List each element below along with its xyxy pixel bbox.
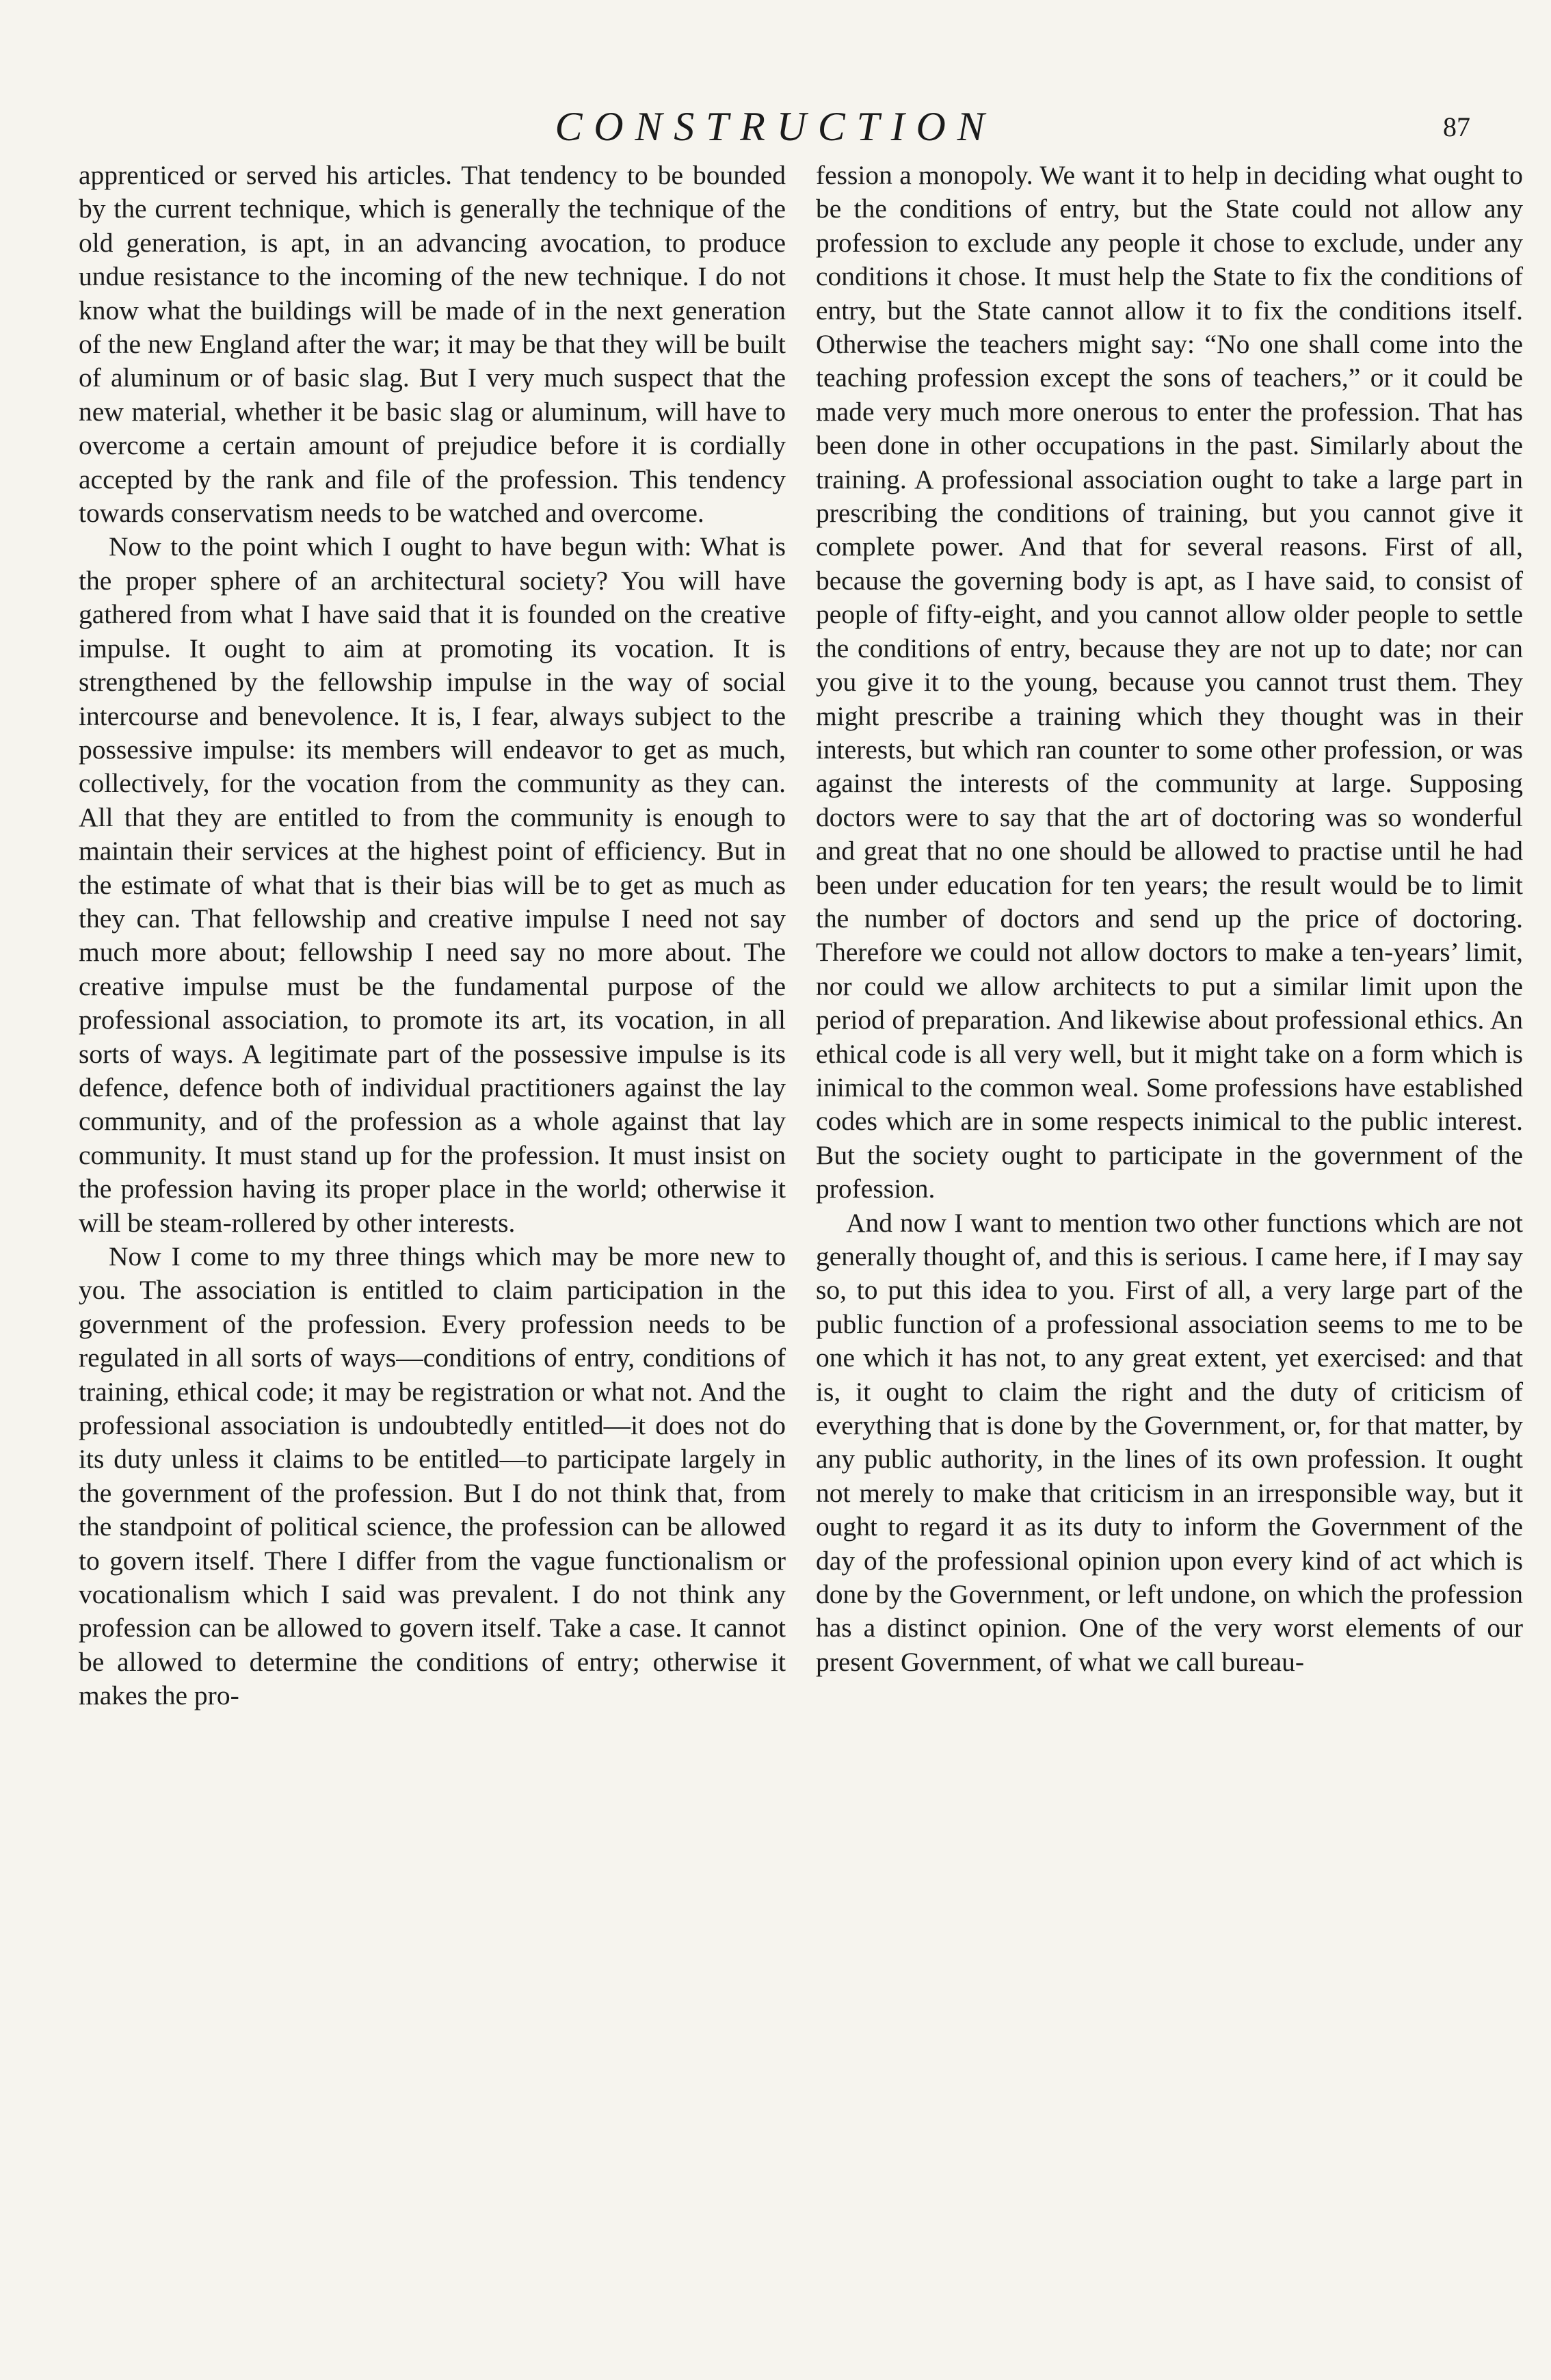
paragraph: fession a monopoly. We want it to help in deciding what ought to be the conditions of entry, but the State could not allow any profession to exclude any people it chose to exclude, under any conditions it chose. It must help the State to fix the conditions of entry, but the State cannot allow it to fix the conditions itself. Otherwise the teachers might say: “No one shall come into the teaching profession except the sons of teachers,” or it could be made very much more onerous to enter the profession. That has been done in other occupations in the past. Similarly about the training. A professional association ought to take a large part in prescribing the conditions of training, but you cannot give it complete power. And that for several reasons. First of all, because the governing body is apt, as I have said, to consist of people of fifty-eight, and you cannot allow older people to settle the conditions of entry, because they are not up to date; nor can you give it to the young, because you cannot trust them. They might prescribe a training which they thought was in their interests, but which ran counter to some other profession, or was against the interests of the community at large. Supposing doctors were to say that the art of doctoring was so wonderful and great that no one should be allowed to practise until he had been under education for ten years; the result would be to limit the number of doctors and send up the price of doctoring. Therefore we could not allow doctors to make a ten-years’ limit, nor could we allow architects to put a similar limit upon the period of preparation. And likewise about professional ethics. An ethical code is all very well, but it might take on a form which is inimical to the common weal. Some professions have established codes which are in some respects inimical to the public interest. But the society ought to participate in the government of the profession.: [816, 160, 1523, 1204]
paragraph: apprenticed or served his articles. That tendency to be bounded by the current technique, which is generally the technique of the old generation, is apt, in an advancing avocation, to produce undue resistance to the incoming of the new technique. I do not know what the buildings will be made of in the next generation of the new England after the war; it may be that they will be built of aluminum or of basic slag. But I very much suspect that the new material, whether it be basic slag or aluminum, will have to overcome a certain amount of prejudice before it is cordially accepted by the rank and file of the profession. This tendency towards conservatism needs to be watched and overcome.: [79, 160, 786, 529]
running-title: CONSTRUCTION: [555, 104, 996, 149]
page-number: 87: [1443, 111, 1470, 142]
paragraph: Now I come to my three things which may be more new to you. The association is entitled to claim participation in the government of the profession. Every profession needs to be regulated in all sorts of ways—conditions of entry, conditions of training, ethical code; it may be registration or what not. And the professional association is undoubtedly entitled—it does not do its duty unless it claims to be entitled—to participate largely in the government of the profession. But I do not think that, from the standpoint of political science, the profession can be allowed to govern itself. There I differ from the vague functionalism or vocationalism which I said was prevalent. I do not think any profession can be allowed to govern itself. Take a case. It cannot be allowed to determine the conditions of entry; otherwise it makes the pro-: [79, 1241, 786, 1711]
left-column: [79, 159, 786, 1713]
right-column: [816, 159, 1523, 1679]
paragraph: Now to the point which I ought to have begun with: What is the proper sphere of an architectural society? You will have gathered from what I have said that it is founded on the creative impulse. It ought to aim at promoting its vocation. It is strengthened by the fellowship impulse in the way of social intercourse and benevolence. It is, I fear, always subject to the possessive impulse: its members will endeavor to get as much, collectively, for the vocation from the community as they can. All that they are entitled to from the community is enough to maintain their services at the highest point of efficiency. But in the estimate of what that is their bias will be to get as much as they can. That fellowship and creative impulse I need not say much more about; fellowship I need say no more about. The creative impulse must be the fundamental purpose of the professional association, to promote its art, its vocation, in all sorts of ways. A legitimate part of the possessive impulse is its defence, defence both of individual practitioners against the lay community, and of the profession as a whole against that lay community. It must stand up for the profession. It must insist on the profession having its proper place in the world; otherwise it will be steam-rollered by other interests.: [79, 531, 786, 1238]
page-header: [0, 96, 1551, 157]
paragraph: And now I want to mention two other functions which are not generally thought of, and this is serious. I came here, if I may say so, to put this idea to you. First of all, a very large part of the public function of a professional association seems to me to be one which it has not, to any great extent, yet exercised: and that is, it ought to claim the right and the duty of criticism of everything that is done by the Government, or, for that matter, by any public authority, in the lines of its own profession. It ought not merely to make that criticism in an irresponsible way, but it ought to regard it as its duty to inform the Government of the day of the professional opinion upon every kind of act which is done by the Government, or left undone, on which the profession has a distinct opinion. One of the very worst elements of our present Government, of what we call bureau-: [816, 1207, 1523, 1677]
